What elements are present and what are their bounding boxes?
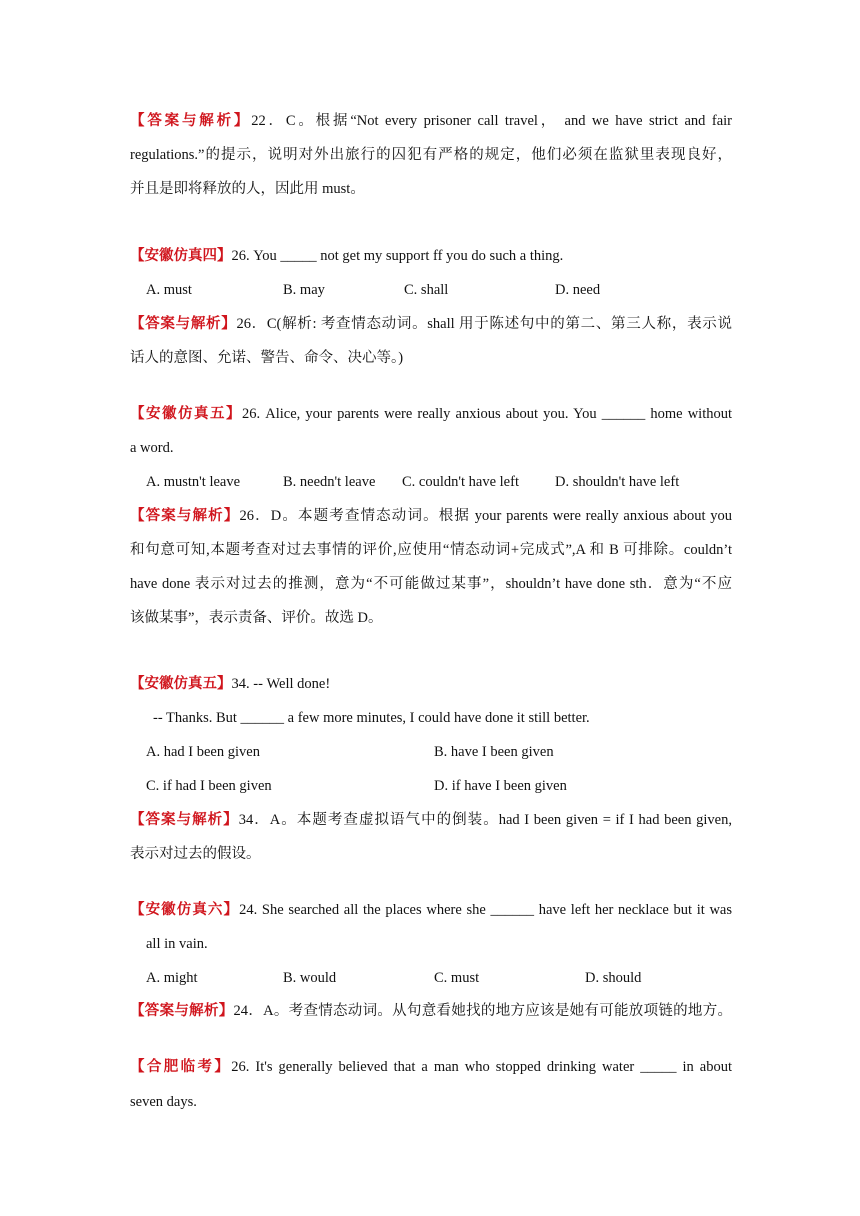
answer-tag: 【答案与解析】 xyxy=(130,1003,234,1019)
question-26-stem: 【安徽仿真四】26. You _____ not get my support ff you do such a thing. xyxy=(130,248,564,264)
option-a: A. must xyxy=(146,282,192,298)
option-b: B. needn't leave xyxy=(283,474,376,490)
option-b: B. may xyxy=(283,282,325,298)
answer-22-line-1: 【答案与解析】22．C。根据“Not every prisoner call travel， and we have strict and fair xyxy=(130,113,732,129)
option-d: D. need xyxy=(555,282,601,298)
question-24-stem-1: 【安徽仿真六】24. She searched all the places where she ______ have left her necklace but it was xyxy=(130,902,733,918)
answer-22-line-3: 并且是即将释放的人，因此用 must。 xyxy=(130,181,365,197)
answer-22-line-2: regulations.”的提示，说明对外出旅行的囚犯有严格的规定，他们必须在监狱里表现良好， xyxy=(130,147,732,163)
answer-26b-line-2: 和句意可知,本题考查对过去事情的评价,应使用“情态动词+完成式”,A 和 B 可排除。couldn’t xyxy=(130,542,732,558)
question-26c-stem-2: seven days. xyxy=(130,1094,197,1110)
source-tag: 【安徽仿真四】 xyxy=(130,248,232,264)
option-a: A. mustn't leave xyxy=(146,474,241,490)
option-d: D. shouldn't have left xyxy=(555,474,680,490)
option-c: C. couldn't have left xyxy=(402,474,519,490)
source-tag: 【安徽仿真五】 xyxy=(130,406,243,422)
answer-34-line-2: 表示对过去的假设。 xyxy=(130,846,261,862)
answer-26b-line-1: 【答案与解析】26．D。本题考查情态动词。根据 your parents were really anxious about you xyxy=(130,508,733,524)
question-26b-stem-1: 【安徽仿真五】26. Alice, your parents were really anxious about you. You ______ home without xyxy=(130,406,733,422)
question-26b-stem-2: a word. xyxy=(130,440,174,456)
question-34-stem-2: -- Thanks. But ______ a few more minutes, I could have done it still better. xyxy=(153,710,590,726)
answer-tag: 【答案与解析】 xyxy=(130,113,252,129)
source-tag: 【安徽仿真五】 xyxy=(130,676,232,692)
option-c: C. must xyxy=(434,970,480,986)
option-c: C. if had I been given xyxy=(146,778,272,794)
answer-26-line-1: 【答案与解析】26．C(解析: 考查情态动词。shall 用于陈述句中的第二、第三人称，表示说 xyxy=(130,316,733,332)
source-tag: 【安徽仿真六】 xyxy=(130,902,240,918)
answer-34-line-1: 【答案与解析】34．A。本题考查虚拟语气中的倒装。had I been given = if I had been given, xyxy=(130,812,732,828)
question-34-stem-1: 【安徽仿真五】34. -- Well done! xyxy=(130,676,331,692)
option-a: A. might xyxy=(146,970,198,986)
answer-tag: 【答案与解析】 xyxy=(130,316,237,332)
option-b: B. have I been given xyxy=(434,744,554,760)
answer-24-line-1: 【答案与解析】24．A。考查情态动词。从句意看她找的地方应该是她有可能放项链的地方。 xyxy=(130,1003,733,1019)
answer-tag: 【答案与解析】 xyxy=(130,508,240,524)
question-24-stem-2: all in vain. xyxy=(146,936,208,952)
option-a: A. had I been given xyxy=(146,744,260,760)
question-26c-stem-1: 【合肥临考】26. It's generally believed that a man who stopped drinking water _____ in about xyxy=(130,1059,732,1075)
option-c: C. shall xyxy=(404,282,449,298)
option-d: D. if have I been given xyxy=(434,778,567,794)
answer-tag: 【答案与解析】 xyxy=(130,812,239,828)
option-d: D. should xyxy=(585,970,642,986)
answer-26-line-2: 话人的意图、允诺、警告、命令、决心等。) xyxy=(130,350,404,366)
option-b: B. would xyxy=(283,970,337,986)
answer-26b-line-4: 该做某事”，表示责备、评价。故选 D。 xyxy=(130,610,383,626)
source-tag: 【合肥临考】 xyxy=(130,1059,232,1075)
answer-26b-line-3: have done 表示对过去的推测，意为“不可能做过某事”，shouldn’t have done sth．意为“不应 xyxy=(130,576,732,592)
